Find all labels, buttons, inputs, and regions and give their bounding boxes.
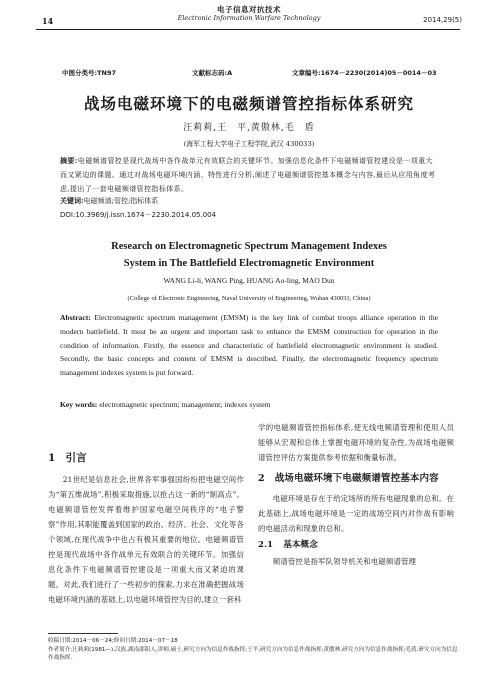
section-1-continuation: 学的电磁频谱管控指标体系,使无线电频谱管理和使用人员能够从宏观和总体上掌握电磁环境的复杂性,为战场电磁频谱管控评估方案提供参考依据和衡量标准。 — [258, 423, 454, 462]
footnote-author-bio: 作者简介:汪莉莉(1981—),汉族,湖南邵阳人,讲师,硕士,研究方向为信息作战指挥;王平,研究方向为信息作战指挥;黄傲林,研究方向为信息作战指挥;毛盾,研究方向为信息作战指挥。 — [48, 647, 458, 662]
abstract-en-text: Electromagnetic spectrum management (EMSM) is the key link of combat troops alliance operation in the modern battlefield. It must be an urgent and important task to enhance the EMSM construction for operation in the condition of information. Firstly, the essence and characteristic of battlefield electromagnetic environment is studied. Secondly, the basic concepts and content of EMSM is described. Finally, the electromagnetic frequency spectrum management indexes system is put forward. — [60, 313, 439, 378]
keywords-en — [60, 400, 270, 409]
keywords-en-label: Key words: — [60, 400, 98, 409]
abstract-zh-text: 电磁频谱管控是现代战场中各作战单元有效联合的关键环节。加强信息化条件下电磁频谱管控建设是一项重大而又紧迫的课题。通过对战场电磁环境内涵、特性进行分析,阐述了电磁频谱管控基本概念与内容,最后从应用角度考虑,提出了一套电磁频谱管控指标体系。 — [60, 157, 436, 194]
paper-title-en-line2: System in The Battlefield Electromagnetic Environment — [123, 258, 375, 269]
keywords-zh-label: 关键词: — [60, 196, 84, 205]
paper-title-zh: 战场电磁环境下的电磁频谱管控指标体系研究 — [83, 94, 414, 113]
affiliation-zh: (海军工程大学电子工程学院,武汉 430033) — [183, 140, 315, 148]
page-number: 14 — [42, 16, 54, 26]
affiliation-en: (College of Electronic Engineering, Naval University of Engineering, Wuhan 430033, China) — [127, 295, 371, 302]
section-1-title: 引言 — [65, 452, 87, 464]
section-2-1-number: 2.1 — [258, 540, 274, 550]
issue-label: 2014,29(5) — [423, 16, 462, 24]
abstract-en — [60, 311, 438, 380]
document-code: 文献标志码:A — [192, 69, 233, 77]
section-2-1-title: 基本概念 — [283, 540, 318, 550]
body-column-right — [258, 420, 454, 569]
footnote-rule — [48, 633, 118, 634]
authors-en: WANG Li-li, WANG Ping, HUANG Ao-ling, MAO Dun — [163, 276, 335, 285]
paper-title-en-line1: Research on Electromagnetic Spectrum Management Indexes — [111, 241, 387, 252]
keywords-zh-text: 电磁频谱;管控;指标体系 — [83, 197, 159, 205]
section-1-number: 1 — [48, 452, 56, 464]
keywords-zh — [60, 196, 158, 206]
section-1-paragraph: 21世纪是信息社会,世界各军事强国纷纷把电磁空间作为“第五维战场”,积极采取措施,以抢占这一新的“制高点”。电磁频谱管控发挥着维护国家电磁空间秩序的“电子警察”作用,其职能覆盖到国家的政治、经济、社会、文化等各个领域,在现代战争中也占有极其重要的地位。电磁频谱管控是现代战场中各作战单元有效联合的关键环节。加强信息化条件下电磁频谱管控建设是一项重大而又紧迫的课题。对此,我们进行了一些初步的探索,力求在准确把握战场电磁环境内涵的基础上,以电磁环境管控为目的,建立一套科 — [48, 475, 244, 604]
abstract-en-label: Abstract: — [60, 313, 91, 322]
section-2-number: 2 — [258, 473, 265, 484]
article-number: 文章编号:1674－2230(2014)05－0014－03 — [292, 69, 437, 77]
section-2-1-heading — [258, 538, 454, 552]
keywords-en-text: electromagnetic spectrum; management; indexes system — [99, 400, 271, 409]
header-rule — [36, 29, 460, 30]
section-2-title: 战场电磁环境下电磁频谱管控基本内容 — [274, 473, 439, 484]
abstract-zh — [60, 154, 438, 197]
journal-title-zh: 电子信息对抗技术 — [217, 5, 281, 14]
body-column-left — [48, 446, 244, 607]
section-2-1-paragraph: 频谱管控是指军队领导机关和电磁频谱管理 — [272, 557, 417, 566]
section-1-heading — [48, 450, 244, 466]
section-2-heading — [258, 471, 454, 487]
abstract-zh-label: 摘要: — [60, 156, 78, 165]
footnote-received: 收稿日期:2014－06－24;修回日期:2014－07－18 — [48, 638, 178, 644]
journal-title-en: Electronic Information Warfare Technology — [177, 14, 321, 22]
doi: DOI:10.3969/j.issn.1674－2230.2014.05.004 — [60, 211, 217, 219]
paper-title-en — [0, 238, 498, 272]
authors-zh: 汪莉莉,王 平,黄傲林,毛 盾 — [183, 123, 315, 133]
clc-number: 中图分类号:TN97 — [62, 69, 117, 77]
section-2-paragraph: 电磁环境是存在于给定场所的所有电磁现象的总和。在此基础上,战场电磁环境是一定的战场空间内对作战有影响的电磁活动和现象的总和。 — [258, 494, 454, 533]
